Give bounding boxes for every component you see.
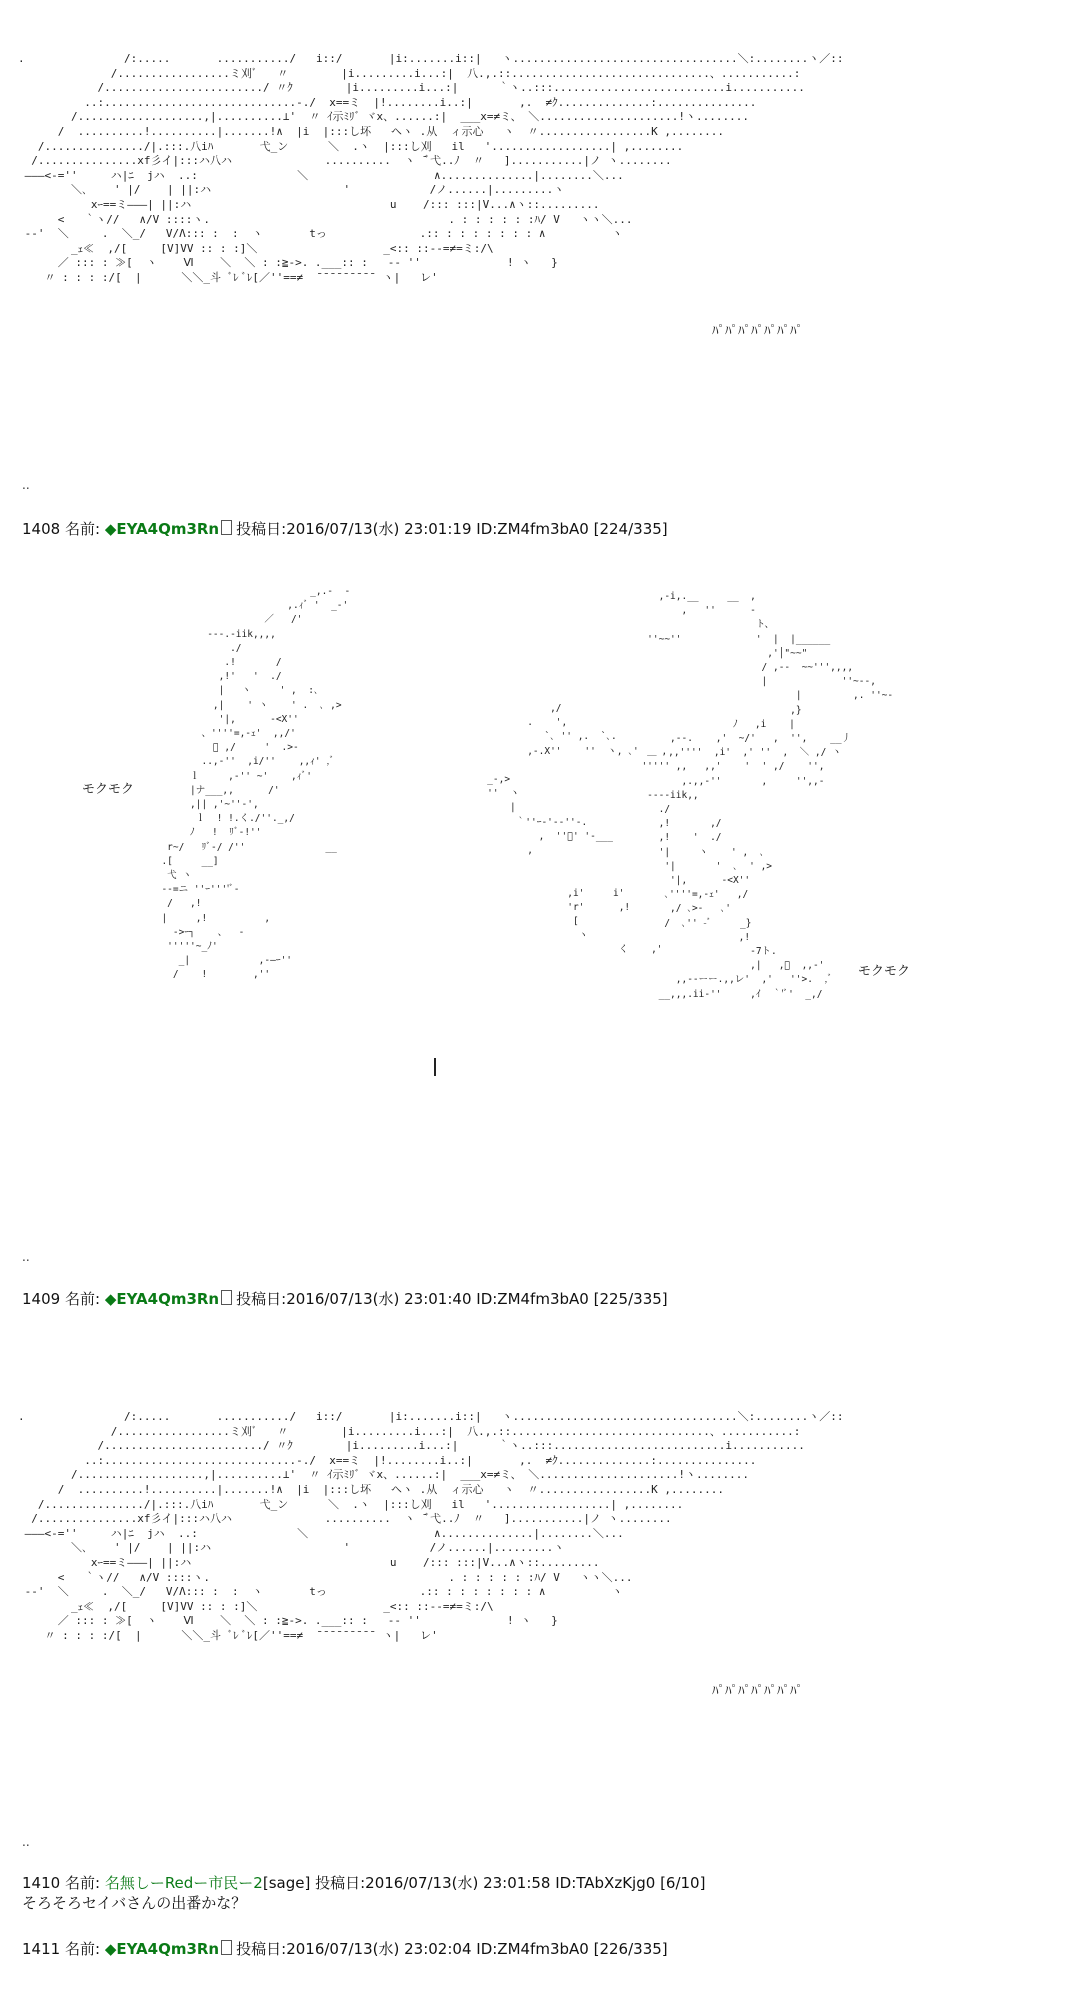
post-number: 1411 bbox=[22, 1940, 61, 1958]
poster-name[interactable]: 名無しーRedー市民ー2 bbox=[104, 1874, 263, 1892]
sound-effect-top: ﾊﾟﾊﾟﾊﾟﾊﾟﾊﾟﾊﾟﾊﾟ bbox=[712, 324, 803, 339]
box-glyph-icon bbox=[221, 520, 232, 535]
post-date: 2016/07/13(水) 23:01:19 bbox=[286, 520, 472, 538]
sage-tag: [sage] bbox=[262, 1874, 311, 1892]
post-id[interactable]: ID:ZM4fm3bA0 bbox=[476, 520, 589, 538]
posted-label: 投稿日: bbox=[236, 1290, 287, 1308]
post-count: [226/335] bbox=[593, 1940, 668, 1958]
ascii-art-left-figure: _,.- ‐ ,.ｨﾞ ' _-' ／ /' ---.-iik,,,, ./ .! / ,!' ' ./ | ヽ ' , :､ ,| ' ヽ ' . ､ ,> '|, -<X'' 、''''=,-ｪ' ,,/' ﾞ ,/ ' .>- ..,-'' ,i/'' ,,ｨ' ,ﾞ ｌ ,-'' ~' ,ｨﾞ' |ナ___,, /' ,|| ,'~''-', ｌ ! !.く./''._,/ ﾉ ! ﾘﾞ-!'' r~/ ﾘﾞ-/ /'' __ .[ __] 弋 ヽ --=ニ ''ｰ''''ﾞ- / ,! | ,! , ->ｰ┐ 、 - '''''~_ﾉ' _| ,-―ｰ'' / ! ,'' bbox=[161, 586, 351, 981]
post-count: [6/10] bbox=[660, 1874, 706, 1892]
name-label: 名前: bbox=[64, 1874, 101, 1892]
sound-effect-bottom: ﾊﾟﾊﾟﾊﾟﾊﾟﾊﾟﾊﾟﾊﾟ bbox=[712, 1684, 803, 1699]
post-header-1408 bbox=[22, 518, 668, 539]
ascii-art-top: . /:..... .........../ i::/ |i:.......i::| ヽ..................................＼:........ヽ／:: /.................ミ刈ﾞ 〃 |i.........i...:| 八.,.::..............................、...........: /......................../ 〃ｸ |i.........i...:| ｀ヽ..:::..........................i........... ..:.............................-./ x==ミ |!........i..:| ,. ≠ｸ..............:............... /...................,|..........⊥' 〃 ｲ示ﾐﾘ゛ヾx、......:| ___x=≠ミ、 ＼.....................!ヽ........ / ..........!..........|.......!∧ |i |:::し坏 ヘヽ .从 ィ示心 ヽ 〃.................K ,........ /.............../|.:::.八iﾊ 弋_ン ＼ .ヽ |:::し刈 il '..................| ,........ /...............xf彡イ|:::ハ八ハ .......... ヽ ̄ ﾞ弋..ﾉ 〃 ]...........|ノ ヽ........ ―――<-='' ハ|ﾆ jハ ..: ＼ ∧..............|........＼... ＼､ ' |/ | ||:ハ ' /ノ......|.........ヽ xｰ==ミ―――| ||:ハ u /::: :::|V...∧ヽ::......... < ｀ヽ// ∧/V ::::ヽ. . : : : : : :ﾊ/ V ヽヽ＼... --' ＼ . ＼_/ V/Λ::: : : ヽ tっ .:: : : : : : : : ∧ ヽ _ｪ≪ ,/[ [V]VV :: : :]＼ _<:: ::--=≠=ミ:/\ ／ ::: : ≫[ ヽ Ⅵ ＼ ＼ : :≧->. .___:: : -- '' ! ヽ } 〃 : : : :/[ | ＼＼_斗 ﾞﾚ ﾞﾚ[／''==≠ ̄ ̄ ̄ ̄ ̄ ̄ ̄ ̄ ̄ ヽ| レ' bbox=[18, 52, 844, 284]
ascii-art-right-figure: ,-i,.__ __ , , '' - ト、 ''~~'' ' | |______ ,'│"~~" / ,-- ~~''',,,, | ''~--, | ,. ''~- ,} ﾉ ,i | ,--. ,' ~/' , '', __丿 ＿ ,,'''' ,i' ,' '' , ＼ ,/ ヽ ''''' ,, ,,' ' ' ,/ '', ,.,,-'' , '',,- ----iik,, ./ ,! ,/ ,! ' ./ '| ヽ ' , ､ '| ' ､ ' ,> '|, -<X'' ､''''=,-ｪ' ,/ ,/ ､>- ､' / ､'' -ﾞ _} ,! ‐7ト. ,| ,ﾞ ,,-' ,,-‐ーー.,,レ' ,' ''>. ,ﾞ __,,,.ii-'' ,ｲ ｀'ﾞ' _,/ bbox=[641, 591, 894, 1000]
vertical-mark bbox=[434, 1058, 436, 1076]
post-date: 2016/07/13(水) 23:02:04 bbox=[286, 1940, 472, 1958]
sound-effect-mokumoku-left: モクモク bbox=[82, 782, 135, 797]
post-header-1411 bbox=[22, 1938, 668, 1959]
post-date: 2016/07/13(水) 23:01:40 bbox=[286, 1290, 472, 1308]
post-number: 1410 bbox=[22, 1874, 61, 1892]
post-header-1410 bbox=[22, 1872, 705, 1893]
poster-trip[interactable]: ◆EYA4Qm3Rn bbox=[104, 1940, 220, 1958]
name-label: 名前: bbox=[64, 1940, 101, 1958]
separator-dots: .. bbox=[22, 478, 30, 492]
sound-effect-mokumoku-right: モクモク bbox=[858, 964, 911, 979]
poster-trip[interactable]: ◆EYA4Qm3Rn bbox=[104, 1290, 220, 1308]
posted-label: 投稿日: bbox=[315, 1874, 366, 1892]
separator-dots: .. bbox=[22, 1835, 30, 1849]
post-number: 1408 bbox=[22, 520, 61, 538]
post-count: [225/335] bbox=[593, 1290, 668, 1308]
post-id[interactable]: ID:TAbXzKjg0 bbox=[555, 1874, 656, 1892]
separator-dots: .. bbox=[22, 1250, 30, 1264]
post-id[interactable]: ID:ZM4fm3bA0 bbox=[476, 1940, 589, 1958]
post-header-1409 bbox=[22, 1288, 668, 1309]
posted-label: 投稿日: bbox=[236, 1940, 287, 1958]
name-label: 名前: bbox=[64, 1290, 101, 1308]
post-date: 2016/07/13(水) 23:01:58 bbox=[365, 1874, 551, 1892]
name-label: 名前: bbox=[64, 520, 101, 538]
posted-label: 投稿日: bbox=[236, 520, 287, 538]
post-number: 1409 bbox=[22, 1290, 61, 1308]
box-glyph-icon bbox=[221, 1290, 232, 1305]
post-count: [224/335] bbox=[593, 520, 668, 538]
ascii-art-bottom: . /:..... .........../ i::/ |i:.......i::| ヽ..................................＼:........ヽ／:: /.................ミ刈ﾞ 〃 |i.........i...:| 八.,.::..............................、...........: /......................../ 〃ｸ |i.........i...:| ｀ヽ..:::..........................i........... ..:.............................-./ x==ミ |!........i..:| ,. ≠ｸ..............:............... /...................,|..........⊥' 〃 ｲ示ﾐﾘ゛ヾx、......:| ___x=≠ミ、 ＼.....................!ヽ........ / ..........!..........|.......!∧ |i |:::し坏 ヘヽ .从 ィ示心 ヽ 〃.................K ,........ /.............../|.:::.八iﾊ 弋_ン ＼ .ヽ |:::し刈 il '..................| ,........ /...............xf彡イ|:::ハ八ハ .......... ヽ ̄ ﾞ弋..ﾉ 〃 ]...........|ノ ヽ........ ―――<-='' ハ|ﾆ jハ ..: ＼ ∧..............|........＼... ＼､ ' |/ | ||:ハ ' /ノ......|.........ヽ xｰ==ミ―――| ||:ハ u /::: :::|V...∧ヽ::......... < ｀ヽ// ∧/V ::::ヽ. . : : : : : :ﾊ/ V ヽヽ＼... --' ＼ . ＼_/ V/Λ::: : : ヽ tっ .:: : : : : : : : ∧ ヽ _ｪ≪ ,/[ [V]VV :: : :]＼ _<:: ::--=≠=ミ:/\ ／ ::: : ≫[ ヽ Ⅵ ＼ ＼ : :≧->. .___:: : -- '' ! ヽ } 〃 : : : :/[ | ＼＼_斗 ﾞﾚ ﾞﾚ[／''==≠ ̄ ̄ ̄ ̄ ̄ ̄ ̄ ̄ ̄ ヽ| レ' bbox=[18, 1410, 844, 1642]
post-id[interactable]: ID:ZM4fm3bA0 bbox=[476, 1290, 589, 1308]
post-body-1410: そろそろセイバさんの出番かな？ bbox=[22, 1894, 247, 1912]
poster-trip[interactable]: ◆EYA4Qm3Rn bbox=[104, 520, 220, 538]
box-glyph-icon bbox=[221, 1940, 232, 1955]
ascii-art-center: ,/ . ', `､ '' ,. `､. ,-.X'' '' ヽ, ､' , _-,> '' ヽ | ｀''ｰ-'--''-. , ''ﾞ' '-___ , ,i' i' 'r' ,! [ ヽ く ,' bbox=[487, 703, 668, 956]
